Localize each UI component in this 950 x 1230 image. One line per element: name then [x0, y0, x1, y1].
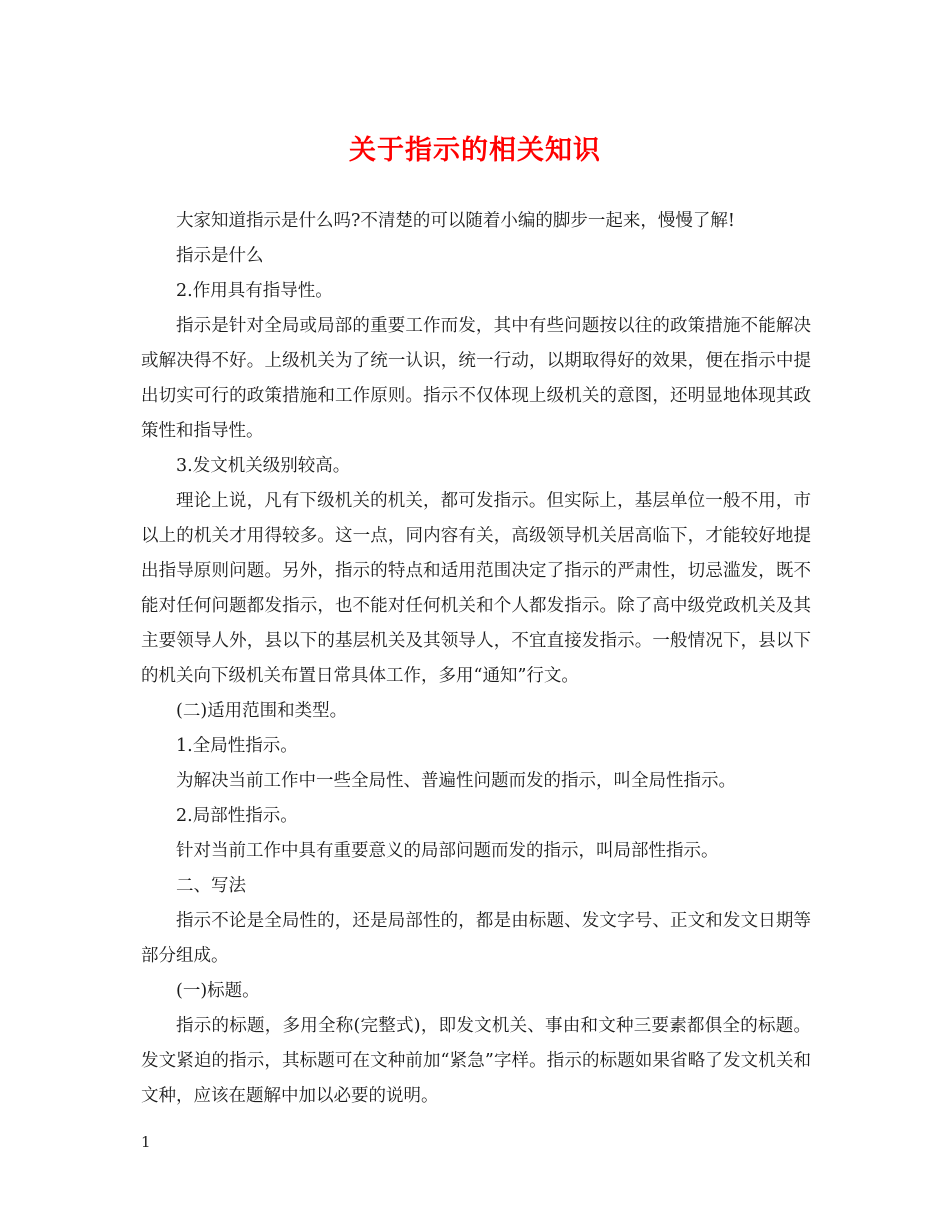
paragraph-local-desc: 针对当前工作中具有重要意义的局部问题而发的指示，叫局部性指示。 — [176, 841, 719, 861]
paragraph-scope-heading: (二)适用范围和类型。 — [176, 701, 348, 721]
paragraph-guidance: 指示是针对全局或局部的重要工作而发，其中有些问题按以往的政策措施不能解决或解决得不好。上级机关为了统一认识，统一行动，以期取得好的效果，便在指示中提出切实可行的政策措施和工作原则。指示不仅体现上级机关的意图，还明显地体现其政策性和指导性。 — [141, 316, 811, 441]
document-body — [141, 204, 811, 1114]
paragraph-local-heading: 2.局部性指示。 — [176, 806, 298, 826]
paragraph-global-heading: 1.全局性指示。 — [176, 736, 298, 756]
paragraph-global-desc: 为解决当前工作中一些全局性、普遍性问题而发的指示，叫全局性指示。 — [176, 771, 736, 791]
document-title: 关于指示的相关知识 — [349, 135, 601, 166]
paragraph-heading-what: 指示是什么 — [176, 246, 264, 266]
paragraph-point-3: 3.发文机关级别较高。 — [176, 456, 351, 476]
paragraph-title-desc: 指示的标题，多用全称(完整式)，即发文机关、事由和文种三要素都俱全的标题。发文紧迫的指示，其标题可在文种前加“紧急”字样。指示的标题如果省略了发文机关和文种，应该在题解中加以必要的说明。 — [141, 1016, 811, 1106]
paragraph-title-heading: (一)标题。 — [176, 981, 260, 1001]
paragraph-theory: 理论上说，凡有下级机关的机关，都可发指示。但实际上，基层单位一般不用，市以上的机关才用得较多。这一点，同内容有关，高级领导机关居高临下，才能较好地提出指导原则问题。另外，指示的特点和适用范围决定了指示的严肃性，切忌滥发，既不能对任何问题都发指示，也不能对任何机关和个人都发指示。除了高中级党政机关及其主要领导人外，县以下的基层机关及其领导人，不宜直接发指示。一般情况下，县以下的机关向下级机关布置日常具体工作，多用“通知”行文。 — [141, 491, 811, 686]
paragraph-writing-desc: 指示不论是全局性的，还是局部性的，都是由标题、发文字号、正文和发文日期等部分组成。 — [141, 911, 811, 966]
paragraph-intro: 大家知道指示是什么吗?不清楚的可以随着小编的脚步一起来，慢慢了解! — [176, 211, 735, 231]
page-number: 1 — [141, 1133, 151, 1151]
paragraph-point-2: 2.作用具有指导性。 — [176, 281, 333, 301]
paragraph-writing-heading: 二、写法 — [176, 876, 246, 896]
